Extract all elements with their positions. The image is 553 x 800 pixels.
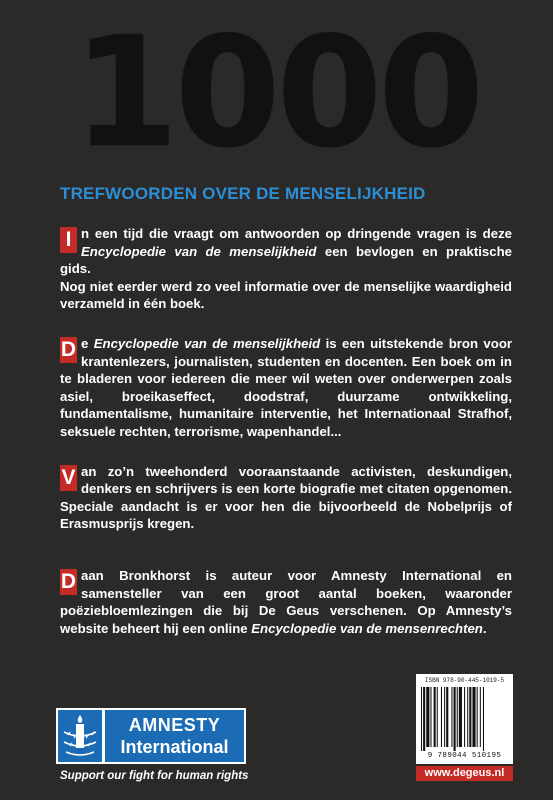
candle-in-barbed-wire-icon (58, 710, 102, 762)
logo-line-international: International (120, 737, 229, 757)
logo-line-amnesty: AMNESTY (128, 715, 221, 735)
amnesty-logo (56, 708, 246, 764)
dropcap: V (61, 465, 76, 489)
text-run: . (482, 620, 487, 636)
barcode (416, 674, 513, 764)
paragraph-author (60, 567, 512, 637)
body-text (60, 225, 512, 659)
text-run: is een uitstekende bron voor krantenlezers, journalisten, studenten en docenten. Een boek om in te bladeren voor iedereen die meer wil weten over onderwerpen zoals asiel, broeikaseffect, doodstraf, duurzame ontwikkeling, fundamentalisme, humanitaire interventie, het Internationaal Strafhof, seksuele rechten, terrorisme, wapenhandel... (60, 335, 513, 439)
encyclopedia-title: Encyclopedie van de mensenrechten (251, 620, 483, 636)
paragraph-line: Nog niet eerder werd zo veel informatie over de menselijke waardigheid verzameld in één boek. (60, 278, 512, 312)
subtitle: TREFWOORDEN OVER DE MENSELIJKHEID (60, 184, 426, 203)
text-run: n een tijd die vraagt om antwoorden op dringende vragen is deze (81, 226, 512, 241)
book-title: Encyclopedie van de menselijkheid (93, 335, 321, 351)
logo-text (105, 710, 244, 762)
paragraph-line: an zo’n tweehonderd vooraanstaande activisten, deskundigen, denkers en schrijvers is een korte biografie met citaten opgenomen. Speciale aandacht is er voor hen die bijvoorbeeld de Nobelprijs of Erasmusprijs kregen. (60, 463, 512, 532)
paragraph-line (60, 567, 512, 637)
paragraph-topics (60, 335, 512, 441)
ean-number: 9 789044 510195 (427, 752, 502, 760)
text-run: aan Bronkhorst is auteur voor Amnesty International en samensteller van een groot aantal boeken, waaronder poëziebloemlezingen die bij De Geus verschenen. Op Amnesty’s website beheert hij een online (60, 567, 512, 636)
dropcap: I (60, 227, 77, 253)
isbn-text: ISBN 978-90-445-1019-5 (424, 677, 505, 684)
text-run: een bevlogen en praktische gids. (60, 243, 512, 277)
book-title: Encyclopedie van de menselijkheid (81, 243, 317, 259)
barcode-bars (421, 687, 508, 751)
paragraph-line (60, 335, 512, 441)
big-title: 1000 (72, 4, 481, 181)
paragraph-line (60, 225, 512, 278)
paragraph-intro (60, 225, 512, 313)
paragraph-biographies (60, 463, 512, 533)
logo-tagline: Support our fight for human rights (60, 770, 249, 782)
dropcap: D (60, 337, 77, 361)
dropcap: D (60, 569, 77, 593)
publisher-url: www.degeus.nl (416, 766, 513, 781)
text-run: e (81, 335, 94, 351)
